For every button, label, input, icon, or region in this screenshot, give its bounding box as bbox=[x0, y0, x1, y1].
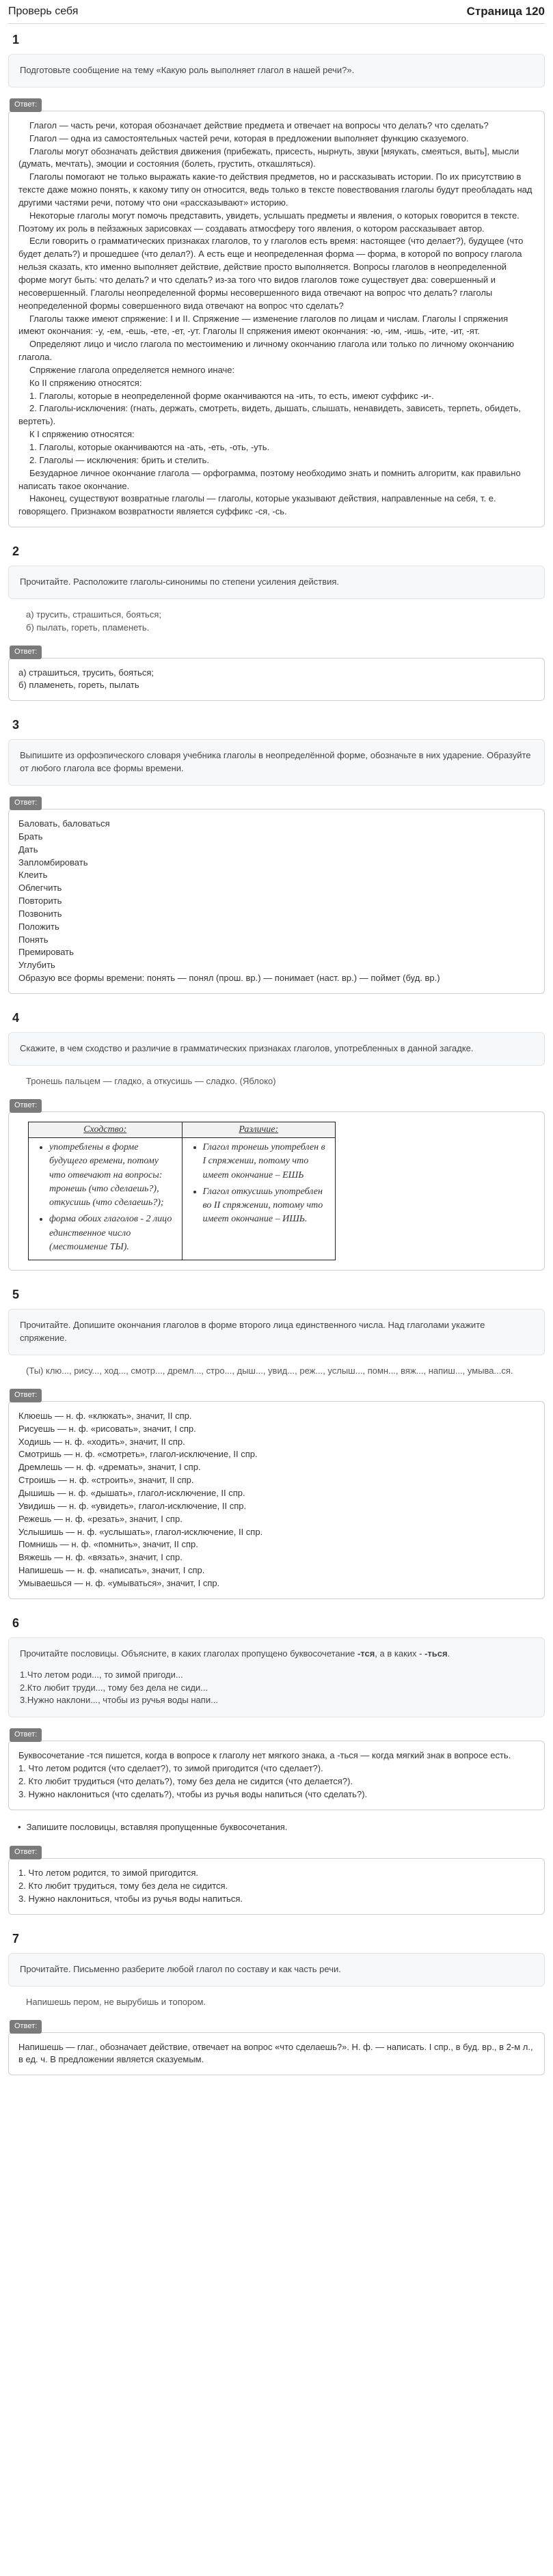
answer-line: Клеить bbox=[18, 870, 48, 881]
answer-line: б) пламенеть, гореть, пылать bbox=[18, 680, 139, 691]
answer-line: К I спряжению относятся: bbox=[29, 429, 135, 440]
answer-line: Запломбировать bbox=[18, 857, 88, 868]
task-prompt: Подготовьте сообщение на тему «Какую роль выполняет глагол в нашей речи?». bbox=[8, 54, 545, 87]
answer-line: 2. Кто любит трудиться, тому без дела не сидится. bbox=[18, 1881, 228, 1892]
answer-line: 3. Нужно наклониться (что сделать?), чтобы из ручья воды напиться (что сделать?). bbox=[18, 1788, 368, 1799]
answer-line: Глагол — часть речи, которая обозначает действие предмета и отвечает на вопросы что делать? что сделать? bbox=[29, 120, 489, 130]
answer-line: Брать bbox=[18, 831, 43, 842]
answer-line: 3. Нужно наклониться, чтобы из ручья воды напиться. bbox=[18, 1893, 243, 1904]
subtask-prompt: • Запишите пословицы, вставляя пропущенные буквосочетания. bbox=[18, 1821, 545, 1834]
answer-line: а) страшиться, трусить, бояться; bbox=[18, 667, 154, 678]
answer-label: Ответ: bbox=[10, 98, 42, 112]
answer-line: Позвонить bbox=[18, 908, 62, 919]
task-example: (Ты) клю..., рису..., ход..., смотр..., дремл..., стро..., дыш..., увид..., реж..., услыш..., помн..., вяж..., напиш..., умыва...ся. bbox=[26, 1366, 513, 1376]
task-number: 5 bbox=[12, 1288, 20, 1302]
answer-label: Ответ: bbox=[10, 1846, 42, 1859]
comparison-table bbox=[28, 1122, 336, 1261]
answer-line: Строишь — н. ф. «строить», значит, II спр. bbox=[18, 1475, 194, 1486]
task-4 bbox=[8, 1009, 545, 1271]
task-prompt: Прочитайте. Допишите окончания глаголов в форме второго лица единственного числа. Над глаголами укажите спряжение. bbox=[8, 1309, 545, 1355]
answer-line: Клюешь — н. ф. «клюкать», значит, II спр. bbox=[18, 1410, 192, 1421]
answer-line: Дремлешь — н. ф. «дремать», значит, I спр. bbox=[18, 1462, 201, 1473]
answer-line: Баловать, баловаться bbox=[18, 818, 110, 829]
answer-line: 1. Глаголы, которые оканчиваются на -ать, -еть, -оть, -уть. bbox=[29, 441, 270, 452]
answer-line: Буквосочетание -тся пишется, когда в вопросе к глаголу нет мягкого знака, а -ться — когда мягкий знак в вопросе есть. bbox=[18, 1750, 511, 1761]
answer-line: Рисуешь — н. ф. «рисовать», значит, I спр. bbox=[18, 1423, 196, 1434]
task-number: 2 bbox=[12, 544, 20, 559]
answer-line: Облегчить bbox=[18, 883, 62, 894]
answer-line: Услышишь — н. ф. «услышать», глагол-исключение, II спр. bbox=[18, 1526, 263, 1537]
answer-line: Определяют лицо и число глагола по местоимению и личному окончанию глагола или только по личному окончанию глагола. bbox=[18, 339, 517, 363]
answer-line: Вяжешь — н. ф. «вязать», значит, I спр. bbox=[18, 1552, 183, 1563]
answer-line: Безударное личное окончание глагола — орфограмма, поэтому необходимо знать и помнить алгоритм, как правильно написать такое окончание. bbox=[18, 467, 524, 491]
answer-line: Ко II спряжению относятся: bbox=[29, 377, 142, 388]
proverb-line: 2.Кто любит труди..., тому без дела не сиди... bbox=[20, 1682, 208, 1693]
answer-line: Напишешь — глаг., обозначает действие, отвечает на вопрос «что сделаешь?». Н. ф. — написать. I спр., в буд. вр., в 2-м л., в ед. ч. В предложении является сказуемым. bbox=[18, 2041, 536, 2065]
answer-line: Дать bbox=[18, 844, 38, 855]
task-prompt: Прочитайте пословицы. Объясните, в каких глаголах пропущено буквосочетание -тся, а в каких - -ться. 1.Что летом роди..., то зимой пригоди... 2.Кто любит труди..., тому без дела не сиди... 3.Нужно наклони..., чтобы из ручья воды напи... bbox=[8, 1637, 545, 1717]
task-3 bbox=[8, 716, 545, 994]
table-header-similarity: Сходство: bbox=[29, 1122, 183, 1137]
answer-line: 1. Что летом родится, то зимой пригодится. bbox=[18, 1868, 198, 1879]
answer-box bbox=[8, 1741, 545, 1810]
answer-box bbox=[8, 809, 545, 994]
answer-line: Понять bbox=[18, 934, 49, 945]
divider bbox=[8, 23, 545, 24]
answer-line: Спряжение глагола определяется немного иначе: bbox=[29, 364, 235, 375]
answer-line: Дышишь — н. ф. «дышать», глагол-исключение, II спр. bbox=[18, 1487, 245, 1498]
table-cell bbox=[182, 1137, 336, 1260]
task-7 bbox=[8, 1930, 545, 2075]
answer-line: Увидишь — н. ф. «увидеть», глагол-исключение, II спр. bbox=[18, 1500, 247, 1511]
task-number: 7 bbox=[12, 1931, 20, 1945]
answer-line: Глаголы могут обозначать действия движения (прибежать, присесть, нырнуть, звуки [мяукать, смеяться, выть], мысли (думать, мечтать), эмоции и состояния (болеть, грустить, откашляться). bbox=[18, 146, 522, 169]
answer-line: Некоторые глаголы могут помочь представить, увидеть, услышать предметы и явления, о которых говорится в тексте. Поэтому их роль в пейзажных зарисовках — создавать атмосферу того явления, о котором рассказывает автор. bbox=[18, 210, 522, 234]
task-example: а) трусить, страшиться, бояться; б) пылать, гореть, пламенеть. bbox=[26, 609, 161, 633]
answer-line: Образую все формы времени: понять — понял (прош. вр.) — понимает (наст. вр.) — поймет (буд. вр.) bbox=[18, 973, 440, 984]
task-prompt: Скажите, в чем сходство и различие в грамматических признаках глаголов, употребленных в данной загадке. bbox=[8, 1032, 545, 1066]
task-number: 6 bbox=[12, 1616, 20, 1630]
answer-box bbox=[8, 2032, 545, 2076]
task-2 bbox=[8, 542, 545, 701]
answer-line: 1. Глаголы, которые в неопределенной форме оканчиваются на -ить, то есть, имеют суффикс -и-. bbox=[29, 390, 434, 401]
answer-line: Углубить bbox=[18, 960, 55, 971]
list-item: • Глагол откусишь употреблен во II спряжении, потому что имеет окончание – ИШЬ. bbox=[203, 1185, 330, 1227]
answer-line: Ходишь — н. ф. «ходить», значит, II спр. bbox=[18, 1436, 185, 1447]
task-prompt: Прочитайте. Письменно разберите любой глагол по составу и как часть речи. bbox=[8, 1953, 545, 1986]
table-cell bbox=[29, 1137, 183, 1260]
answer-line: Режешь — н. ф. «резать», значит, I спр. bbox=[18, 1513, 183, 1524]
answer-line: Помнишь — н. ф. «помнить», значит, II спр. bbox=[18, 1539, 198, 1550]
section-title: Проверь себя bbox=[8, 5, 79, 18]
answer-line: Положить bbox=[18, 921, 59, 932]
answer-line: Если говорить о грамматических признаках глаголов, то у глаголов есть время: настоящее (что делает?), будущее (что будет делать?) и прошедшее (что делал?). А есть еще и неопределенная форма — форма, в которой по вопросу глагола нельзя сказать, кто именно выполняет действие, действие просто выполняется. Вопросы глаголов в неопределенной форме могут быть: что делать? и что сделать? из-за того что видов глаголов тоже существует два: совершенный и несовершенный. Глаголы неопределенной формы несовершенного вида отвечают на вопрос что делать? глаголы неопределенной формы совершенного вида отвечают на вопрос что сделать? bbox=[18, 236, 526, 311]
proverb-line: 3.Нужно наклони..., чтобы из ручья воды напи... bbox=[20, 1695, 218, 1706]
answer-line: 2. Глаголы-исключения: (гнать, держать, смотреть, видеть, дышать, слышать, ненавидеть, зависеть, терпеть, обидеть, вертеть). bbox=[18, 403, 524, 427]
task-example: Тронешь пальцем — гладко, а откусишь — сладко. (Яблоко) bbox=[26, 1075, 276, 1086]
answer-line: Повторить bbox=[18, 896, 62, 906]
answer-line: Смотришь — н. ф. «смотреть», глагол-исключение, II спр. bbox=[18, 1449, 258, 1460]
task-5 bbox=[8, 1286, 545, 1598]
task-number: 1 bbox=[12, 33, 20, 46]
answer-line: Напишешь — н. ф. «написать», значит, I спр. bbox=[18, 1565, 205, 1576]
answer-label: Ответ: bbox=[10, 1389, 42, 1402]
answer-box bbox=[8, 1858, 545, 1915]
task-prompt: Выпишите из орфоэпического словаря учебника глаголы в неопределённой форме, обозначьте в них ударение. Образуйте от любого глагола все формы времени. bbox=[8, 739, 545, 786]
answer-line: Умываешься — н. ф. «умываться», значит, I спр. bbox=[18, 1577, 220, 1588]
answer-label: Ответ: bbox=[10, 646, 42, 659]
task-example: Напишешь пером, не вырубишь и топором. bbox=[26, 1996, 206, 2007]
task-prompt: Прочитайте. Расположите глаголы-синонимы по степени усиления действия. bbox=[8, 566, 545, 599]
answer-line: Глагол — одна из самостоятельных частей речи, которая в предложении выполняет функцию сказуемого. bbox=[29, 133, 469, 143]
task-number: 4 bbox=[12, 1010, 20, 1025]
answer-line: 1. Что летом родится (что сделает?), то зимой пригодится (что сделает?). bbox=[18, 1762, 323, 1773]
task-1 bbox=[8, 31, 545, 527]
table-header-difference: Различие: bbox=[182, 1122, 336, 1137]
answer-box bbox=[8, 1111, 545, 1271]
answer-label: Ответ: bbox=[10, 797, 42, 810]
answer-label: Ответ: bbox=[10, 1728, 42, 1742]
task-6 bbox=[8, 1614, 545, 1915]
answer-line: Наконец, существуют возвратные глаголы — глаголы, которые указывают действия, направленные на себя, т. е. говорящего. Признаком возвратности является суффикс -ся, -сь. bbox=[18, 493, 499, 517]
proverb-line: 1.Что летом роди..., то зимой пригоди... bbox=[20, 1669, 183, 1680]
answer-line: Глаголы также имеют спряжение: I и II. Спряжение — изменение глаголов по лицам и числам. Глаголы I спряжения имеют окончания: -у, -ем, -ешь, -ете, -ет, -ут. Глаголы II спряжения имеют окончания: -ю, -им, -ишь, -ите, -ит, -ят. bbox=[18, 313, 511, 337]
list-item: • употреблены в форме будущего времени, потому что отвечают на вопросы: тронешь (что сделаешь?), откусишь (что сделаешь?); bbox=[49, 1141, 176, 1210]
answer-label: Ответ: bbox=[10, 2020, 42, 2034]
answer-box bbox=[8, 111, 545, 527]
answer-box bbox=[8, 1401, 545, 1599]
answer-label: Ответ: bbox=[10, 1099, 42, 1113]
answer-line: 2. Кто любит трудиться (что делать?), тому без дела не сидится (что делается?). bbox=[18, 1775, 353, 1786]
page-number: Страница 120 bbox=[466, 4, 545, 18]
list-item: • форма обоих глаголов - 2 лицо единственное число (местоимение ТЫ). bbox=[49, 1213, 176, 1254]
list-item: • Глагол тронешь употреблен в I спряжении, потому что имеет окончание – ЕШЬ bbox=[203, 1141, 330, 1182]
answer-line: 2. Глаголы — исключения: брить и стелить. bbox=[29, 454, 209, 465]
top-bar bbox=[8, 0, 545, 23]
answer-line: Глаголы помогают не только выражать какие-то действия предметов, но и рассказывать истории. По их присутствию в тексте даже можно понять, к какому типу он относится, ведь только в тексте повествования глаголы будут преобладать над другими частями речи, потому что они «рассказывают» историю. bbox=[18, 171, 535, 208]
answer-box bbox=[8, 658, 545, 702]
answer-line: Премировать bbox=[18, 947, 74, 958]
task-number: 3 bbox=[12, 718, 20, 732]
